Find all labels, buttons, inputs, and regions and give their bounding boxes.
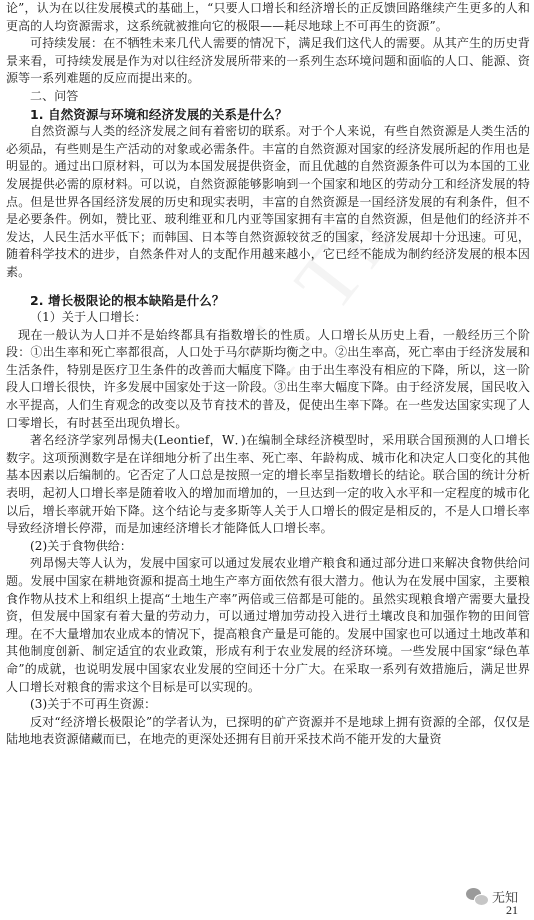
subsection-title: （1）关于人口增长： — [30, 310, 147, 325]
paragraph: 列昂惕夫等人认为，发展中国家可以通过发展农业增产粮食和通过部分进口来解决食物供给问题。发展中国家在耕地资源和提高土地生产率方面依然有很大潜力。他认为在发展中国家，主要粮食作物从技术上和组织上提高“土地生产率”两倍或三倍都是可能的。虽然实现粮食增产需要大量投资，但发展中国家有着大量的劳动力，可以通过增加劳动投入进行土壤改良和加强作物的田间管理。在不大量增加农业成本的情况下，提高粮食产量是可能的。发展中国家也可以通过土地改革和其他制度创新、制定适宜的农业政策，形成有利于农业发展的经济环境。一些发展中国家“绿色革命”的成就，也说明发展中国家农业发展的空间还十分广大。在采取一系列有效措施后，满足世界人口增长对粮食的需求这个目标是可以实现的。 — [6, 556, 530, 694]
paragraph: 自然资源与人类的经济发展之间有着密切的联系。对于个人来说，有些自然资源是人类生活的必须品，有些则是生产活动的对象或必需条件。丰富的自然资源对国家的经济发展所起的作用也是明显的。通过出口原材料，可以为本国发展提供资金，而且优越的自然资源条件可以为本国的工业发展提供必需的原材料。可以说，自然资源能够影响到一个国家和地区的劳动分工和经济发展的特点。但是世界各国经济发展的历史和现实表明，丰富的自然资源是一国经济发展的有利条件，但不是必要条件。例如，赞比亚、玻利维亚和几内亚等国家拥有丰富的自然资源，但是他们的经济并不发达，人民生活水平低下；而韩国、日本等自然资源较贫乏的国家，经济发展却十分迅速。可见，随着科学技术的进步，自然条件对人的支配作用越来越小，它已经不能成为制约经济发展的根本因素。 — [6, 124, 530, 279]
question-heading: 1. 自然资源与环境和经济发展的关系是什么？ — [30, 106, 288, 122]
paragraph: 论”，认为在以往发展模式的基础上，“只要人口增长和经济增长的正反馈回路继续产生更多的人和更高的人均资源需求，这系统就被推向它的极限——耗尽地球上不可再生的资源”。 — [6, 1, 530, 33]
wechat-icon — [466, 888, 488, 906]
brand-name: 无知 — [491, 891, 518, 906]
paragraph: 著名经济学家列昂惕夫(Leontief，W．)在编制全球经济模型时，采用联合国预测的人口增长数字。这项预测数字是在详细地分析了出生率、死亡率、年龄构成、城市化和决定人口变化的其他基本因素以后编制的。它否定了人口总是按照一定的增长率呈指数增长的结论。联合国的统计分析表明，起初人口增长率是随着收入的增加而增加的，一旦达到一定的收入水平和一定程度的城市化以后，增长率就开始下降。这个结论与麦多斯等人关于人口增长的假定是相反的，不是人口增长率导致经济增长停滞，而是加速经济增长才能降低人口增长率。 — [6, 433, 530, 536]
paragraph: 反对“经济增长极限论”的学者认为，已探明的矿产资源并不是地球上拥有资源的全部，仅仅是陆地地表资源储藏而已，在地壳的更深处还拥有目前开采技术尚不能开发的大量资 — [6, 714, 530, 747]
subsection-title: (2)关于食物供给： — [30, 538, 132, 553]
document-page — [6, 0, 530, 749]
subsection-title: (3)关于不可再生资源： — [30, 697, 157, 712]
question-heading: 2. 增长极限论的根本缺陷是什么？ — [30, 292, 225, 308]
page-number: 21 — [506, 903, 518, 917]
paragraph: 现在一般认为人口并不是始终都具有指数增长的性质。人口增长从历史上看，一般经历三个阶段：①出生率和死亡率都很高，人口处于马尔萨斯均衡之中。②出生率高，死亡率由于经济发展和生活条件，特别是医疗卫生条件的改善而大幅度下降。由于出生率没有相应的下降，所以，这一阶段人口增长很快，许多发展中国家处于这一阶段。③出生率大幅度下降。由于经济发展，国民收入水平提高，人们生育观念的改变以及节育技术的普及，促使出生率下降。在一些发达国家实现了人口零增长，有时甚至出现负增长。 — [6, 327, 530, 430]
section-title: 二、问答 — [30, 88, 79, 103]
paragraph: 可持续发展：在不牺牲未来几代人需要的情况下，满足我们这代人的需要。从其产生的历史背景来看，可持续发展是作为对以往经济发展所带来的一系列生态环境问题和面临的人口、能源、资源等一系列难题的反应而提出来的。 — [6, 36, 530, 86]
